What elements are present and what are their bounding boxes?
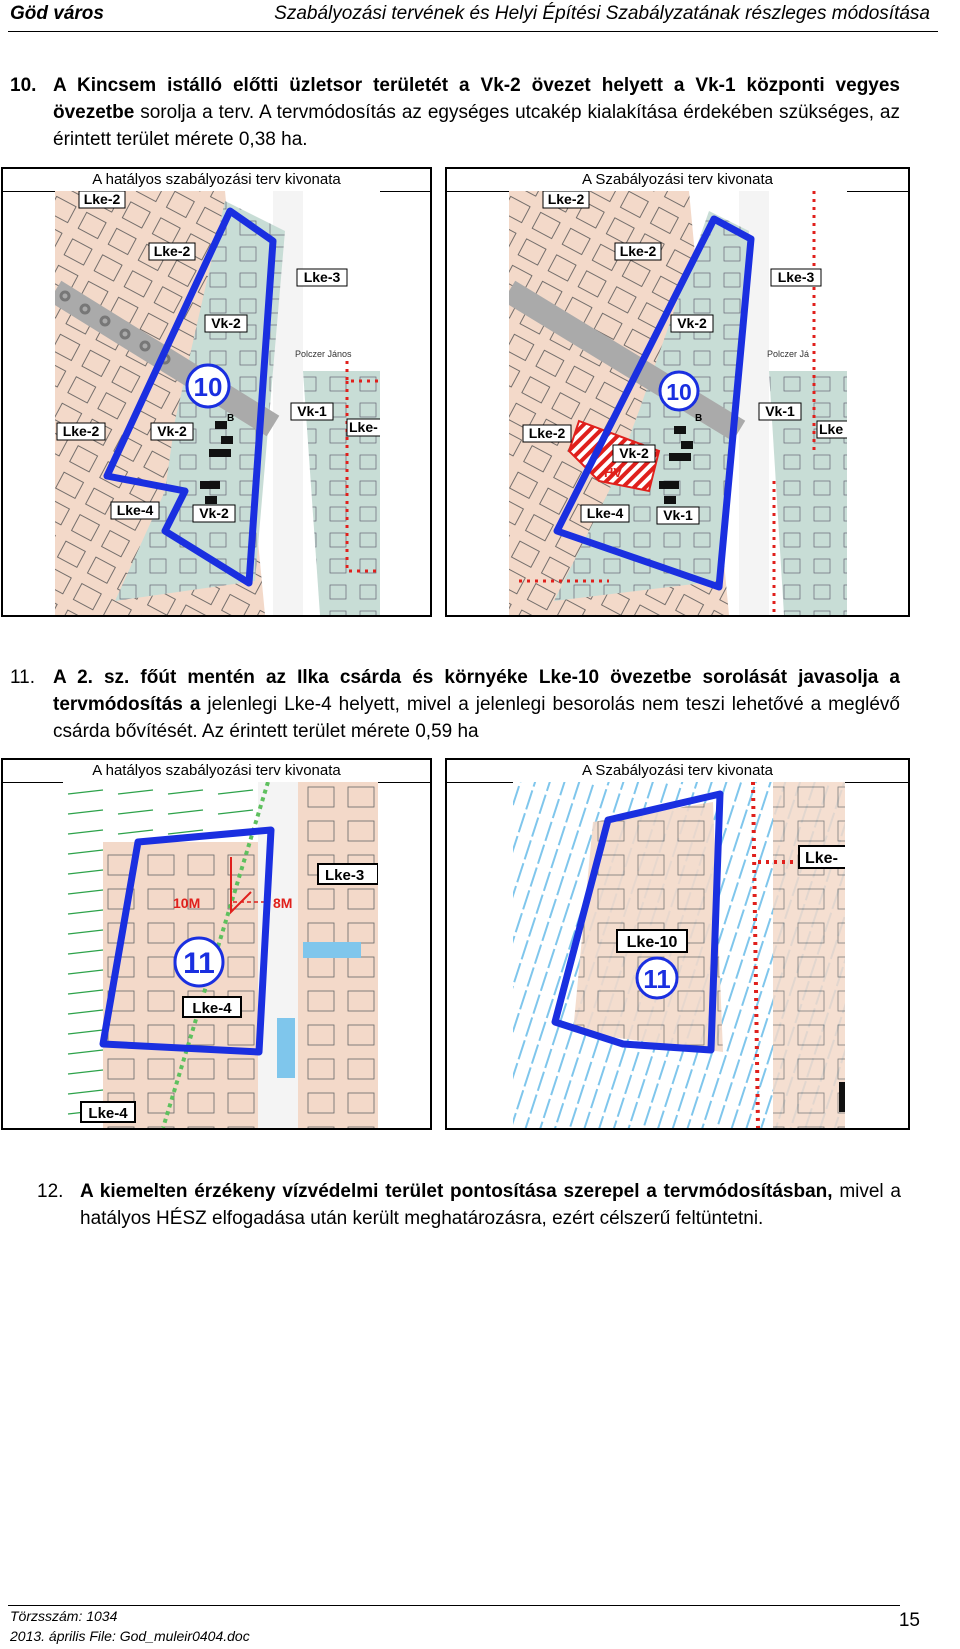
map-11-new-caption: A Szabályozási terv kivonata (447, 760, 908, 783)
street-label: Polczer Já (767, 349, 810, 359)
header-title: Szabályozási tervének és Helyi Építési Szabályzatának részleges módosítása (274, 3, 930, 24)
distance-label: 8M (273, 895, 293, 911)
item-10-number: 10. (10, 75, 37, 96)
street-label: Polczer János (295, 349, 352, 359)
zone-label: Lke (819, 421, 844, 437)
item-12-text (37, 1178, 901, 1232)
item-10 (10, 72, 900, 153)
zone-label: Vk-2 (211, 315, 241, 331)
zone-label: Lke-4 (192, 1000, 232, 1017)
item-11-number: 11. (10, 667, 36, 688)
zone-label: Vk-2 (619, 445, 649, 461)
zone-label: Lke-2 (528, 425, 566, 441)
item-10-text (10, 72, 900, 153)
zone-label: Lke-4 (116, 502, 154, 518)
zone-label: Vk-1 (663, 507, 693, 523)
hatched-label: HV (604, 465, 623, 480)
map-10-current-frame (1, 167, 432, 617)
item-11 (10, 664, 900, 745)
map-11-current-drawing (63, 782, 378, 1128)
zone-label: Lke-10 (626, 934, 678, 951)
header-divider (8, 31, 938, 32)
item-11-normal: jelenlegi Lke-4 helyett, mivel a jelenlegi besorolás nem teszi lehetővé a meglévő csárda bővítését. Az érintett terület mérete 0,59 ha (53, 694, 900, 742)
zone-label: Lke-2 (619, 243, 657, 259)
map-11-new-circle-number: 11 (643, 964, 671, 994)
zone-label: Lke-4 (88, 1105, 128, 1122)
map-10-new-circle-number: 10 (666, 379, 692, 405)
item-10-normal: sorolja a terv. A tervmódosítás az egységes utcakép kialakítása érdekében szükséges, az érintett terület mérete 0,38 ha. (53, 102, 900, 150)
footer-date-file: 2013. április File: God_muleir0404.doc (10, 1628, 250, 1644)
zone-label: Lke-2 (83, 191, 121, 207)
zone-label: Vk-1 (765, 403, 795, 419)
map-10-new-drawing (509, 191, 847, 615)
item-11-text (10, 664, 900, 745)
building-mark: B (695, 413, 703, 424)
zone-label: Lke- (805, 850, 838, 867)
map-10-new-frame (445, 167, 910, 617)
item-10-bold: A Kincsem istálló előtti üzletsor területét a Vk-2 övezet helyett a Vk-1 központi vegyes övezetbe (53, 75, 900, 123)
footer-divider (8, 1605, 900, 1606)
map-11-current (63, 782, 378, 1128)
building-mark: B (227, 413, 235, 424)
map-10-current-circle-number: 10 (193, 372, 223, 402)
map-10-new-caption: A Szabályozási terv kivonata (447, 169, 908, 192)
footer-register: Törzsszám: 1034 (10, 1608, 118, 1624)
zone-label: Vk-2 (157, 423, 187, 439)
zone-label: Lke- (349, 419, 378, 435)
page-number: 15 (898, 1610, 920, 1631)
item-12-normal: mivel a hatályos HÉSZ elfogadása után került meghatározásra, ezért célszerű feltüntetni. (80, 1181, 901, 1229)
zone-label: Lke-3 (303, 269, 341, 285)
map-11-current-circle-number: 11 (183, 947, 215, 980)
zone-label: Vk-2 (677, 315, 707, 331)
zone-label: Lke-2 (62, 423, 100, 439)
item-11-bold: A 2. sz. főút mentén az Ilka csárda és környéke Lke-10 övezetbe sorolását javasolja a tervmódosítás a (53, 667, 900, 715)
map-10-new (509, 191, 847, 615)
map-11-current-caption: A hatályos szabályozási terv kivonata (3, 760, 430, 783)
map-10-current (55, 191, 380, 615)
zone-label: Vk-1 (297, 403, 327, 419)
map-11-new (513, 782, 845, 1128)
map-11-new-drawing (513, 782, 845, 1128)
zone-label: Lke-2 (547, 191, 585, 207)
zone-label: Lke-4 (586, 505, 624, 521)
zone-label: Lke-3 (325, 867, 365, 884)
item-12 (37, 1178, 901, 1232)
zone-label: Lke-3 (777, 269, 815, 285)
map-11-current-frame (1, 758, 432, 1130)
zone-label: Lke-2 (153, 243, 191, 259)
map-10-current-drawing (55, 191, 380, 615)
item-12-number: 12. (37, 1181, 64, 1202)
map-10-current-caption: A hatályos szabályozási terv kivonata (3, 169, 430, 192)
map-11-new-frame (445, 758, 910, 1130)
header-city: Göd város (10, 3, 104, 24)
item-12-bold: A kiemelten érzékeny vízvédelmi terület pontosítása szerepel a tervmódosításban, (80, 1181, 833, 1202)
zone-label: Vk-2 (199, 505, 229, 521)
distance-label: 10M (173, 895, 201, 911)
